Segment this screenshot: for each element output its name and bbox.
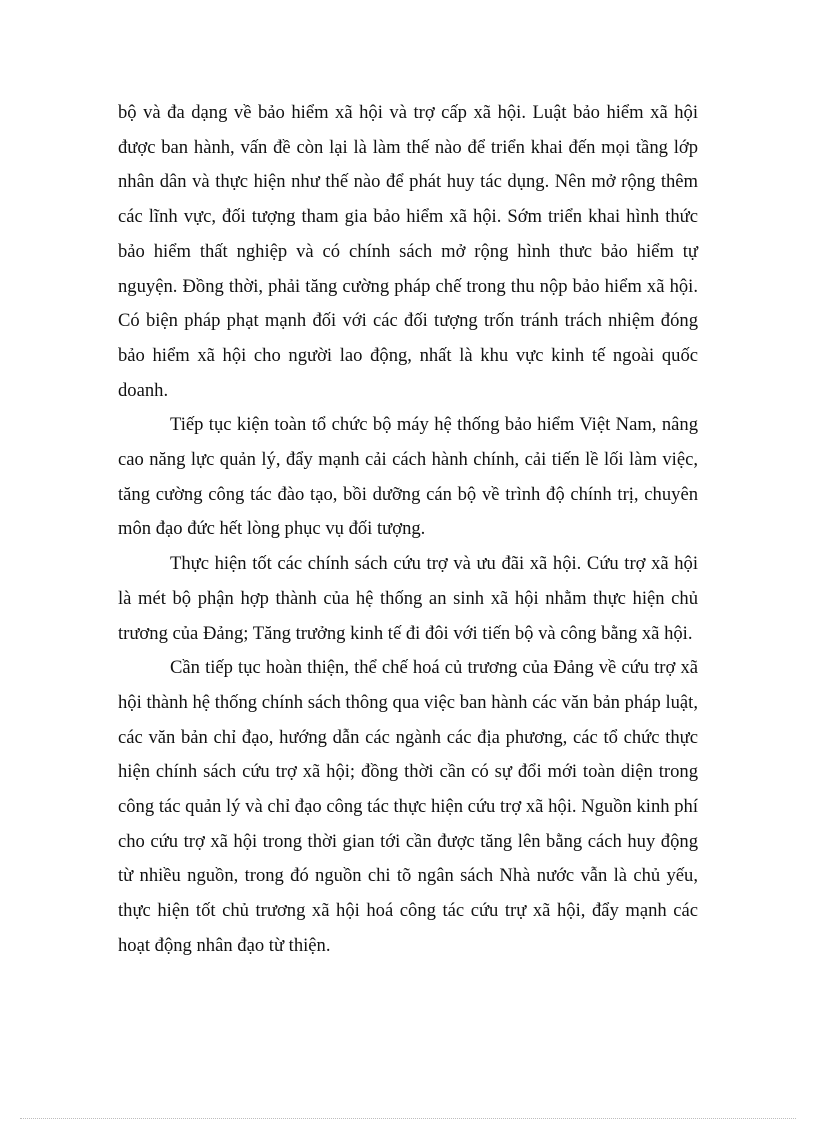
paragraph-social-relief: Thực hiện tốt các chính sách cứu trợ và ưu đãi xã hội. Cứu trợ xã hội là mét bộ phận hợp thành của hệ thống an sinh xã hội nhằm thực hiện chủ trương của Đảng; Tăng trưởng kinh tế đi đôi với tiến bộ và công bằng xã hội. <box>118 553 698 644</box>
document-body <box>118 96 698 964</box>
page-bottom-divider <box>20 1118 796 1119</box>
paragraph-continuation: bộ và đa dạng về bảo hiểm xã hội và trợ cấp xã hội. Luật bảo hiểm xã hội được ban hành, vấn đề còn lại là làm thế nào để triển khai đến mọi tầng lớp nhân dân và thực hiện như thế nào để phát huy tác dụng. Nên mở rộng thêm các lĩnh vực, đối tượng tham gia bảo hiểm xã hội. Sớm triển khai hình thức bảo hiểm thất nghiệp và có chính sách mở rộng hình thưc bảo hiểm tự nguyện. Đồng thời, phải tăng cường pháp chế trong thu nộp bảo hiểm xã hội. Có biện pháp phạt mạnh đối với các đối tượng trốn tránh trách nhiệm đóng bảo hiểm xã hội cho người lao động, nhất là khu vực kinh tế ngoài quốc doanh. <box>118 102 698 401</box>
paragraph-organization: Tiếp tục kiện toàn tổ chức bộ máy hệ thống bảo hiểm Việt Nam, nâng cao năng lực quản lý, đẩy mạnh cải cách hành chính, cải tiến lề lối làm việc, tăng cường công tác đào tạo, bồi dưỡng cán bộ về trình độ chính trị, chuyên môn đạo đức hết lòng phục vụ đối tượng. <box>118 414 698 540</box>
paragraph-policy-improvement: Cần tiếp tục hoàn thiện, thể chế hoá củ trương của Đảng về cứu trợ xã hội thành hệ thống chính sách thông qua việc ban hành các văn bản pháp luật, các văn bản chỉ đạo, hướng dẫn các ngành các địa phương, các tổ chức thực hiện chính sách cứu trợ xã hội; đồng thời cần có sự đổi mới toàn diện trong công tác quản lý và chỉ đạo công tác thực hiện cứu trợ xã hội. Nguồn kinh phí cho cứu trợ xã hội trong thời gian tới cần được tăng lên bằng cách huy động từ nhiều nguồn, trong đó nguồn chi tõ ngân sách Nhà nước vẫn là chủ yếu, thực hiện tốt chủ trương xã hội hoá công tác cứu trự xã hội, đẩy mạnh các hoạt động nhân đạo từ thiện. <box>118 657 698 956</box>
